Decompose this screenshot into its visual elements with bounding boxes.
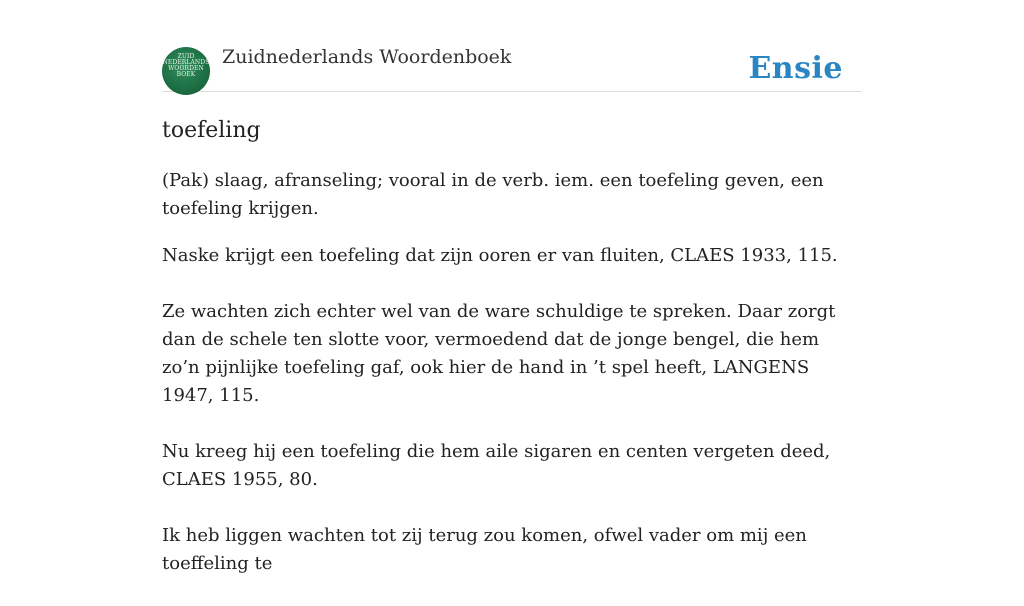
quote-item: Ze wachten zich echter wel van de ware schuldige te spreken. Daar zorgt dan de schele ten slotte voor, vermoedend dat de jonge bengel, die hem zo’n pijnlijke toefeling gaf, ook hier de hand in ’t spel heeft, LANGENS 1947, 115. bbox=[162, 301, 836, 406]
site-title[interactable]: Zuidnederlands Woordenboek bbox=[222, 46, 512, 68]
ensie-brand-link[interactable]: Ensie bbox=[748, 51, 843, 86]
entry-title: toefeling bbox=[162, 118, 261, 143]
logo-text: ZUID NEDERLANDS WOORDEN BOEK bbox=[162, 53, 210, 78]
page-content bbox=[162, 0, 862, 606]
dictionary-logo[interactable] bbox=[162, 47, 210, 95]
quote-item: Naske krijgt een toefeling dat zijn ooren er van fluiten, CLAES 1933, 115. bbox=[162, 245, 838, 266]
quote-item: Ik heb liggen wachten tot zij terug zou komen, ofwel vader om mij een toeffeling te bbox=[162, 525, 807, 574]
quote-item: Nu kreeg hij een toefeling die hem aile sigaren en centen vergeten deed, CLAES 1955, 80. bbox=[162, 441, 831, 490]
quote-list bbox=[162, 242, 862, 578]
entry-definition: (Pak) slaag, afranseling; vooral in de verb. iem. een toefeling geven, een toefeling krijgen. bbox=[162, 170, 824, 219]
site-header bbox=[162, 0, 862, 92]
